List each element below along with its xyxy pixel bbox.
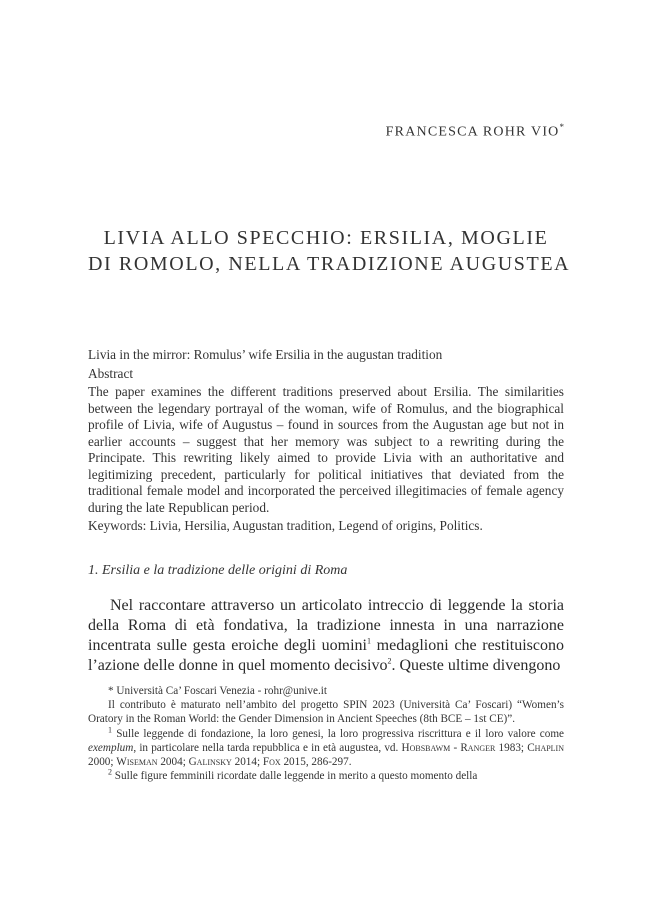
section-heading: 1. Ersilia e la tradizione delle origini di Roma <box>88 563 348 578</box>
fn1-ref-1-tail: 2000; <box>88 756 117 769</box>
abstract-label: Abstract <box>88 365 134 381</box>
abstract-block <box>88 347 564 535</box>
fn1-ref-4: Fox <box>262 756 281 769</box>
footnotes <box>88 684 564 783</box>
author-text: FRANCESCA ROHR VIO <box>385 124 560 140</box>
footnote-project: Il contributo è maturato nell’ambito del progetto SPIN 2023 (Università Ca’ Foscari) “Women’s Oratory in the Roman World: the Gender Dimension in Ancient Speeches (8th BCE – 1st CE)”. <box>88 699 564 726</box>
english-title: Livia in the mirror: Romulus’ wife Ersilia in the augustan tradition <box>88 347 443 362</box>
footnote-2 <box>88 769 564 783</box>
fn1-ref-3: Galinsky <box>188 756 232 769</box>
abstract-text: The paper examines the different traditions preserved about Ersilia. The similarities between the legendary portrayal of the woman, wife of Romulus, and the biographical profile of Livia, wife of Augustus – found in sources from the Augustan age but not in earlier accounts – suggest that her memory was subject to a rewriting during the Principate. This rewriting likely aimed to provide Livia with an authoritative and legitimizing precedent, particularly for political initiatives that deviated from the traditional female model and incorporated the perceived illegitimacies of female agency during the late Republican period. <box>88 384 564 515</box>
footnote-ref-2[interactable]: 2 <box>387 656 392 666</box>
fn1-text-b: , in particolare nella tarda repubblica e in età augustea, vd. <box>133 741 402 754</box>
footnote-2-number: 2 <box>108 767 112 777</box>
article-title <box>88 225 571 277</box>
affil-text: Università Ca’ Foscari Venezia - rohr@unive.it <box>113 685 327 697</box>
fn1-text-a: Sulle leggende di fondazione, la loro genesi, la loro progressiva riscrittura e il loro valore come <box>112 727 564 740</box>
fn1-emphasis: exemplum <box>88 741 134 754</box>
title-line-2: DI ROMOLO, NELLA TRADIZIONE AUGUSTEA <box>88 253 571 275</box>
body-part-1: Nel raccontare attraverso un articolato intreccio di leggende la storia della Roma di età fondativa, la tradizione innesta in una narrazione incentrata sulle gesta eroiche degli uomini <box>88 597 564 654</box>
fn1-ref-0: Hobsbawm - Ranger <box>401 741 496 754</box>
fn1-ref-0-tail: 1983; <box>495 741 528 754</box>
keywords: Keywords: Livia, Hersilia, Augustan tradition, Legend of origins, Politics. <box>88 518 483 533</box>
fn2-text: Sulle figure femminili ricordate dalle leggende in merito a questo momento della <box>112 770 478 783</box>
author-name <box>386 122 564 141</box>
footnote-1-number: 1 <box>108 724 112 734</box>
page <box>88 0 571 918</box>
footnote-1 <box>88 724 564 770</box>
affil-mark: * <box>108 685 114 697</box>
title-line-1: LIVIA ALLO SPECCHIO: ERSILIA, MOGLIE <box>103 227 549 249</box>
fn1-ref-3-tail: 2014; <box>231 756 263 769</box>
body-part-3: . Queste ultime divengono <box>391 657 561 674</box>
fn1-ref-2-tail: 2004; <box>157 756 189 769</box>
fn1-ref-4-tail: 2015, 286-297. <box>280 756 352 769</box>
author-footnote-mark: * <box>559 122 564 132</box>
fn1-ref-1: Chaplin <box>527 741 564 754</box>
footnote-ref-1[interactable]: 1 <box>367 636 371 646</box>
fn1-ref-2: Wiseman <box>116 756 158 769</box>
body-part-2: medaglioni che restituiscono l’azione delle donne in quel momento decisivo <box>88 637 565 674</box>
footnote-affiliation <box>88 684 564 698</box>
body-paragraph <box>88 596 564 676</box>
